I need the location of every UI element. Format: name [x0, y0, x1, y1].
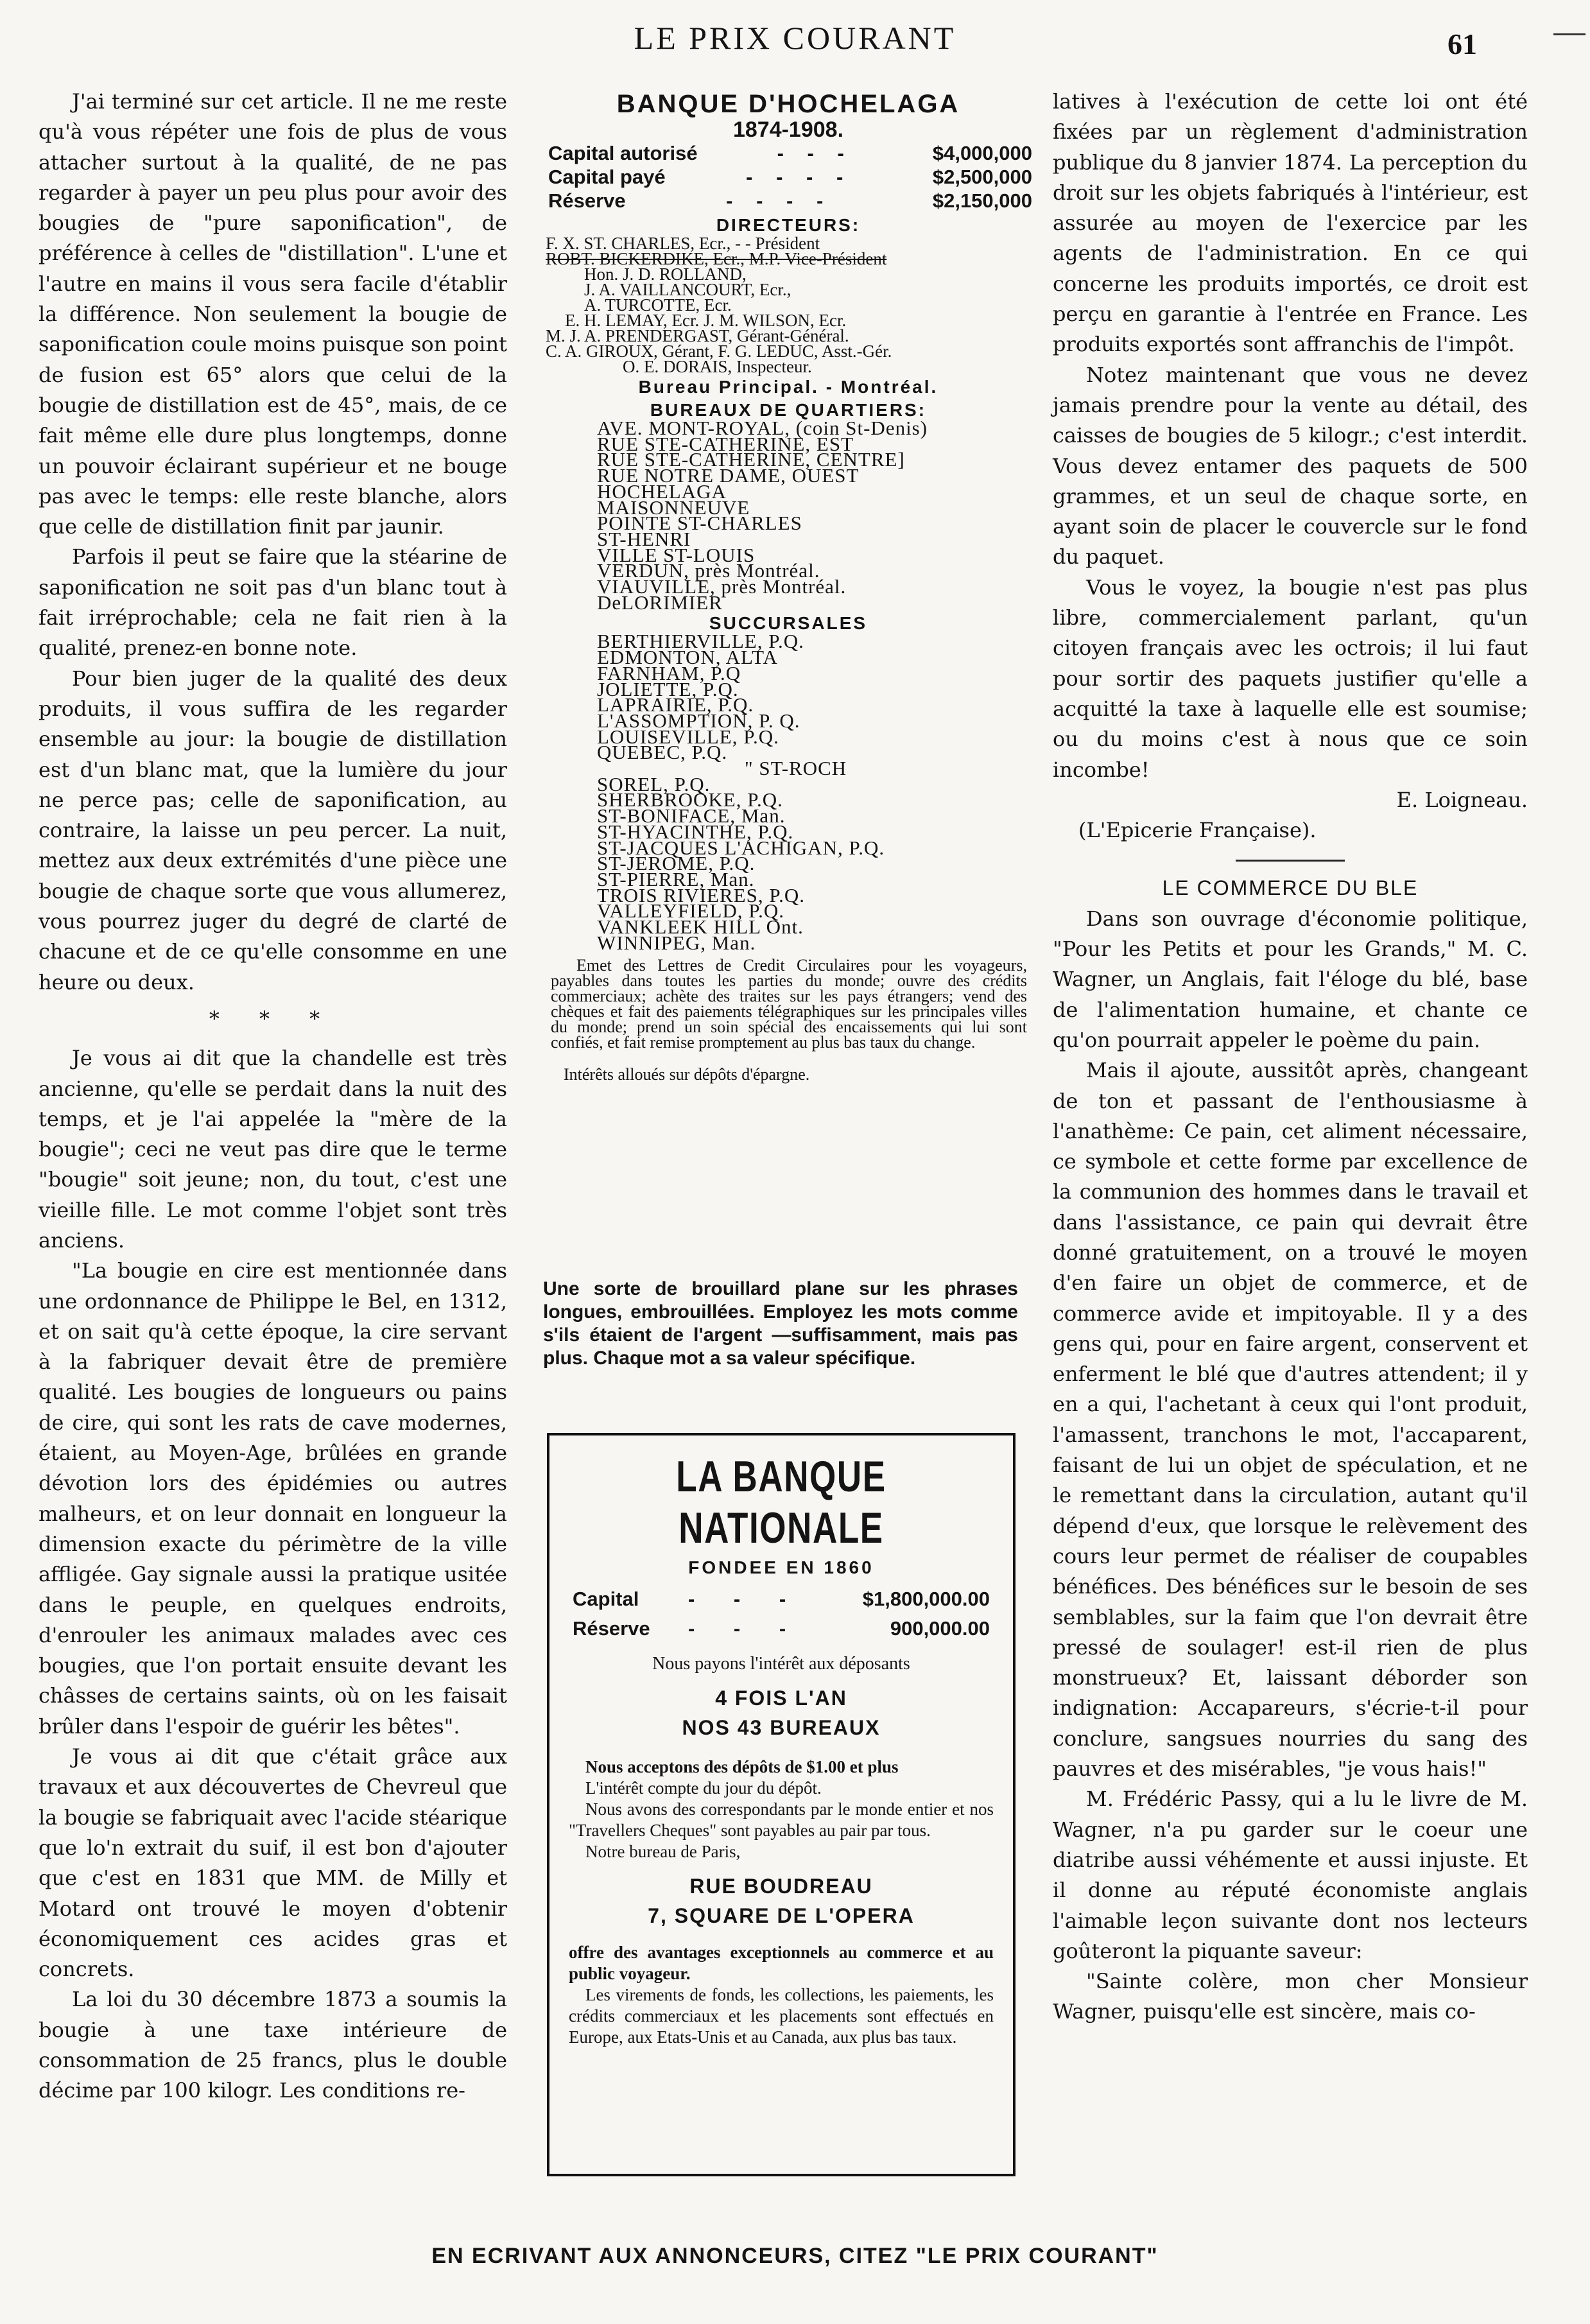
page-footer: EN ECRIVANT AUX ANNONCEURS, CITEZ "LE PRIX COURANT"	[431, 2244, 1159, 2268]
branch-line: " ST-ROCH	[745, 757, 847, 780]
hochelaga-ad	[538, 90, 1039, 1099]
leader-dots: - - - -	[726, 189, 833, 212]
succursales-list	[538, 630, 1039, 954]
director-line: E. H. LEMAY, Ecr. J. M. WILSON, Ecr.	[565, 311, 847, 330]
directors-list	[538, 236, 1039, 374]
left-paragraph: Je vous ai dit que la chandelle est très ancienne, qu'elle se perdait dans la nuit des temps, et je l'ai appelée la "mère de la bougie"; ceci ne veut pas dire que le terme "bougie" soit jeune; non, du tout, c'est une vieille fille. Le mot comme l'objet sont très anciens.	[39, 1046, 507, 1253]
right-paragraph: "Sainte colère, mon cher Monsieur Wagner, puisqu'elle est sincère, mais co-	[1053, 1969, 1528, 2024]
branch-line: VANKLEEK HILL Ont.	[597, 915, 804, 939]
nationale-row-label: Réserve	[573, 1617, 650, 1640]
left-paragraph: "La bougie en cire est mentionnée dans une ordonnance de Philippe le Bel, en 1312, et on sait qu'à cette époque, la cire servant à la fabriquer devait être de première qualité. Les bougies de longueurs ou pains de cire, qui sont les rats de cave modernes, étaient, au Moyen-Age, brûlées en grande dévotion lors des épidémies ou autres malheurs, et on leur donnait en longueur la dimension exacte du périmètre de la ville affligée. Gay signale aussi la pratique usitée dans le peuple, en quelques endroits, d'enrouler les animaux malades avec ces bougies, que l'on portait ensuite devant les châsses de certains saints, où on les faisait brûler dans l'espoir de guérir les bêtes".	[39, 1258, 507, 1739]
section-heading: LE COMMERCE DU BLE	[1162, 876, 1419, 900]
director-line: A. TURCOTTE, Ecr.	[584, 295, 732, 315]
branch-line: POINTE ST-CHARLES	[597, 512, 802, 535]
nationale-capital-row	[569, 1584, 994, 1614]
hochelaga-note: Emet des Lettres de Credit Circulaires pour les voyageurs, payables dans toutes les parties du monde; ouvre des crédits commerciaux; achète des traites sur les pays étrangers; vend des chèques et fait des paiements télégraphiques sur les principales villes du monde; prend un soin spécial des encaissements qui lui sont confiés, et fait remise promptement au plus bas taux du change.	[551, 955, 1027, 1052]
branch-line: SOREL, P.Q.	[597, 772, 711, 795]
nationale-reserve-row	[569, 1614, 994, 1643]
left-paragraph: J'ai terminé sur cet article. Il ne me reste qu'à vous répéter une fois de plus de vous attacher surtout à la qualité, de ne pas regarder à payer un peu plus pour avoir des bougies de "pure saponification", de préférence à celles de "distillation". L'une et l'autre en mains il vous sera facile d'établir la différence. Non seulement la bougie de saponification coule moins puisque son point de fusion est 65° alors que celui de la bougie de distillation est de 45°, mais, de ce fait même elle dure plus longtemps, donne un pouvoir éclairant supérieur et ne bouge pas avec le temps: elle reste blanche, alors que celle de distillation finit par jaunir.	[39, 89, 507, 539]
capital-label: Capital autorisé	[548, 142, 698, 164]
branch-line: ST-PIERRE, Man.	[597, 867, 755, 890]
branch-line: ST-JACQUES L'ACHIGAN, P.Q.	[597, 836, 885, 859]
left-column	[39, 87, 507, 2106]
capital-row	[538, 165, 1039, 189]
capital-row	[538, 189, 1039, 212]
nationale-row-amount: 900,000.00	[890, 1617, 990, 1640]
branch-line: BERTHIERVILLE, P.Q.	[597, 630, 804, 653]
filler-maxim	[543, 1278, 1018, 1370]
leader-dots: - - -	[688, 1617, 803, 1640]
page-title: LE PRIX COURANT	[634, 20, 956, 56]
nationale-interest: Nous payons l'intérêt aux déposants	[652, 1654, 910, 1674]
nationale-row-amount: $1,800,000.00	[862, 1588, 990, 1610]
article-source: (L'Epicerie Française).	[1078, 818, 1317, 843]
nationale-four-times: 4 FOIS L'AN	[715, 1687, 847, 1710]
leader-dots: - - -	[688, 1588, 803, 1610]
banque-nationale-ad	[547, 1433, 1015, 2176]
quartiers-heading: BUREAUX DE QUARTIERS:	[650, 400, 927, 420]
branch-line: SHERBROOKE, P.Q.	[597, 788, 783, 811]
branch-line: RUE NOTRE DAME, OUEST	[597, 464, 860, 487]
nationale-title: LA BANQUE NATIONALE	[676, 1452, 886, 1552]
branch-line: VIAUVILLE, près Montréal.	[597, 575, 847, 598]
director-line: O. E. DORAIS, Inspecteur.	[623, 357, 812, 376]
branch-line: MAISONNEUVE	[597, 496, 750, 519]
capital-label: Réserve	[548, 189, 626, 212]
branch-line: EDMONTON, ALTA	[597, 646, 778, 669]
branch-line: L'ASSOMPTION, P. Q.	[597, 709, 800, 732]
left-paragraph: Pour bien juger de la qualité des deux produits, il vous suffira de les regarder ensemble au jour: la bougie de distillation est d'un blanc mat, que la lumière du jour ne perce pas; celle de saponification, au contraire, la laisse un peu percer. La nuit, mettez aux deux extrémités d'une pièce une bougie de chaque sorte que vous allumerez, vous pourrez juger du degré de clarté de chacune et de ce qu'elle consomme en une heure ou deux.	[39, 666, 507, 994]
left-paragraph: La loi du 30 décembre 1873 a soumis la bougie à une taxe intérieure de consommation de 25 francs, plus le double décime par 100 kilogr. Les conditions re-	[39, 1987, 507, 2103]
right-paragraph: latives à l'exécution de cette loi ont été fixées par un règlement d'administration publique du 8 janvier 1874. La perception du droit sur les objets fabriqués à l'intérieur, est assurée au moyen de l'exercice par les agents de l'administration. En ce qui concerne les produits importés, ce droit est perçu en garantie à l'entrée en France. Les produits exportés sont affranchis de l'impôt.	[1053, 89, 1528, 357]
nationale-address-square: 7, SQUARE DE L'OPERA	[648, 1904, 915, 1927]
director-line: C. A. GIROUX, Gérant, F. G. LEDUC, Asst.-Gér.	[546, 342, 892, 361]
directors-heading: DIRECTEURS:	[716, 215, 861, 235]
nationale-founded: FONDEE EN 1860	[688, 1557, 874, 1577]
bureau-principal: Bureau Principal. - Montréal.	[638, 377, 938, 397]
branch-line: ST-HYACINTHE, P.Q.	[597, 820, 794, 843]
nationale-address-street: RUE BOUDREAU	[689, 1875, 873, 1898]
director-line: F. X. ST. CHARLES, Ecr., - - Président	[546, 234, 820, 253]
branch-line: FARNHAM, P.Q	[597, 661, 741, 684]
branch-line: LAPRAIRIE, P.Q.	[597, 693, 754, 716]
capital-amount: $4,000,000	[932, 142, 1032, 164]
branch-line: TROIS RIVIERES, P.Q.	[597, 883, 806, 906]
nationale-advantages: offre des avantages exceptionnels au commerce et au public voyageur.	[569, 1943, 994, 1983]
capital-amount: $2,500,000	[932, 166, 1032, 188]
right-column	[1053, 87, 1528, 2027]
hochelaga-note-savings: Intérêts alloués sur dépôts d'épargne.	[564, 1064, 810, 1084]
branch-line: AVE. MONT-ROYAL, (coin St-Denis)	[597, 417, 928, 439]
branch-line: VALLEYFIELD, P.Q.	[597, 899, 784, 923]
page-number: 61	[1447, 28, 1477, 60]
branch-line: JOLIETTE, P.Q.	[597, 677, 739, 700]
section-divider	[1236, 860, 1345, 862]
section-separator: * * *	[209, 1006, 337, 1031]
branch-line: ST-JEROME, P.Q.	[597, 852, 756, 875]
nationale-row-label: Capital	[573, 1588, 639, 1610]
left-paragraph: Je vous ai dit que c'était grâce aux travaux et aux découvertes de Chevreul que la bougie se fabriquait avec l'acide stéarique que lo'n extrait du suif, il est bon d'ajouter que c'est en 1831 que MM. de Milly et Motard ont trouvé le moyen d'obtenir économiquement ces acides gras et concrets.	[39, 1744, 507, 1982]
branch-line: DeLORIMIER	[597, 591, 723, 614]
succursales-heading: SUCCURSALES	[709, 613, 868, 634]
director-line: ROBT. BICKERDIKE, Ecr., M.P. Vice-Président	[546, 249, 887, 268]
nationale-transfers: Les virements de fonds, les collections, les paiements, les crédits commerciaux et les placements sont effectués en Europe, aux Etats-Unis et au Canada, aux plus bas taux.	[569, 1985, 994, 2047]
right-paragraph: Mais il ajoute, aussitôt après, changeant de ton et passant de l'enthousiasme à l'anathème: Ce pain, cet aliment nécessaire, ce symbole et cette forme par excellence de la communion des hommes dans le travail et dans l'assistance, ce pain qui devrait être donné gratuitement, on a trouvé le moyen d'en faire un objet de commerce, et de commerce avide et impitoyable. Il y a des gens qui, pour en faire argent, conservent et enferment le blé que d'autres attendent; il y en a qui, l'achetant à ceux qui l'ont produit, l'amassent, tranchons le mot, l'accaparent, faisant de lui un objet de spéculation, et ne le remettant dans la circulation, autant qu'il dépend d'eux, que lorsque le relèvement des cours leur permet de réaliser de coupables bénéfices. Des bénéfices sur le besoin de ses semblables, sur la faim que l'on devrait être pressé de soulager! est-il rien de plus monstrueux? Et, laissant déborder son indignation: Accapareurs, s'écrie-t-il pour conclure, sangsues nourries du sang des pauvres et des misérables, "je vous hais!"	[1053, 1058, 1528, 1782]
right-paragraph: Vous le voyez, la bougie n'est pas plus libre, commercialement parlant, qu'un citoyen français avec les octrois; il lui faut pour sortir des paquets justifier qu'elle a acquitté la taxe à laquelle elle est soumise; ou du moins c'est à nous que ce soin incombe!	[1053, 575, 1528, 782]
left-paragraph: Parfois il peut se faire que la stéarine de saponification ne soit pas d'un blanc tout à fait irréprochable; cela ne fait rien à la qualité, prenez-en bonne note.	[39, 544, 507, 661]
leader-dots: - - -	[777, 142, 853, 164]
branch-line: ST-BONIFACE, Man.	[597, 804, 786, 828]
nationale-interest-day: L'intérêt compte du jour du dépôt.	[585, 1778, 822, 1798]
nationale-paris: Notre bureau de Paris,	[585, 1842, 741, 1861]
branch-line: HOCHELAGA	[597, 480, 727, 503]
branch-line: RUE STE-CATHERINE, CENTRE]	[597, 448, 905, 471]
right-paragraph: Dans son ouvrage d'économie politique, "Pour les Petits et pour les Grands," M. C. Wagner, un Anglais, fait l'éloge du blé, base de l'alimentation humaine, et chante ce qu'on pourrait appeler le poème du pain.	[1053, 906, 1528, 1052]
article-signature: E. Loigneau.	[1396, 787, 1528, 812]
branch-line: VERDUN, près Montréal.	[597, 559, 820, 582]
nationale-correspondents: Nous avons des correspondants par le monde entier et nos "Travellers Cheques" sont payables au pair par tous.	[569, 1799, 994, 1840]
branch-line: ST-HENRI	[597, 527, 691, 550]
branch-line: VILLE ST-LOUIS	[597, 543, 756, 566]
capital-label: Capital payé	[548, 166, 666, 188]
maxim-text: Une sorte de brouillard plane sur les phrases longues, embrouillées. Employez les mots comme s'ils étaient de l'argent —suffisamment, mais pas plus. Chaque mot a sa valeur spécifique.	[543, 1278, 1018, 1369]
hochelaga-title: BANQUE D'HOCHELAGA	[616, 90, 960, 118]
capital-row	[538, 141, 1039, 165]
director-line: J. A. VAILLANCOURT, Ecr.,	[584, 280, 791, 299]
branch-line: QUEBEC, P.Q.	[597, 741, 728, 764]
nationale-bureaux: NOS 43 BUREAUX	[682, 1716, 881, 1739]
hochelaga-years: 1874-1908.	[732, 117, 844, 142]
branch-line: WINNIPEG, Man.	[597, 931, 756, 954]
nationale-deposits: Nous acceptons des dépôts de $1.00 et plus	[585, 1757, 899, 1776]
right-paragraph: Notez maintenant que vous ne devez jamais prendre pour la vente au détail, des caisses de bougies de 5 kilogr.; c'est interdit. Vous devez entamer des paquets de 500 grammes, et un seul de chaque sorte, en ayant soin de placer le couvercle sur le fond du paquet.	[1053, 362, 1528, 569]
quartiers-list	[538, 417, 1039, 614]
leader-dots: - - - -	[746, 166, 852, 188]
branch-line: LOUISEVILLE, P.Q.	[597, 725, 779, 748]
director-line: Hon. J. D. ROLLAND,	[584, 264, 747, 284]
director-line: M. J. A. PRENDERGAST, Gérant-Général.	[546, 326, 849, 345]
branch-line: RUE STE-CATHERINE, EST	[597, 432, 854, 455]
capital-amount: $2,150,000	[932, 189, 1032, 212]
right-paragraph: M. Frédéric Passy, qui a lu le livre de M. Wagner, n'a pu garder sur le coeur une diatribe aussi véhémente et aussi injuste. Et il donne au réputé économiste anglais l'aimable leçon suivante dont nos lecteurs goûteront la piquante saveur:	[1053, 1787, 1528, 1963]
